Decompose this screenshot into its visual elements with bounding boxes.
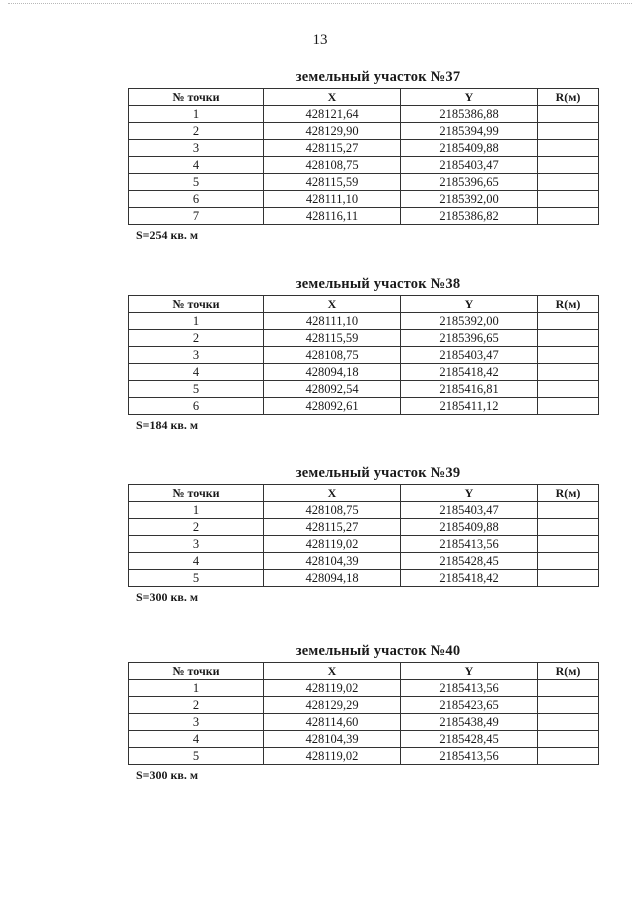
- point-number-cell: 2: [129, 519, 264, 536]
- x-coordinate-cell: 428129,90: [264, 123, 401, 140]
- x-coordinate-cell: 428119,02: [264, 680, 401, 697]
- radius-cell: [538, 313, 599, 330]
- table-row: [129, 208, 599, 225]
- radius-cell: [538, 502, 599, 519]
- table-row: [129, 313, 599, 330]
- x-coordinate-cell: 428119,02: [264, 748, 401, 765]
- column-header: X: [264, 485, 401, 502]
- table-header-row: [129, 485, 599, 502]
- radius-cell: [538, 519, 599, 536]
- table-row: [129, 191, 599, 208]
- x-coordinate-cell: 428104,39: [264, 731, 401, 748]
- parcel-38-section: [128, 273, 598, 433]
- x-coordinate-cell: 428121,64: [264, 106, 401, 123]
- x-coordinate-cell: 428129,29: [264, 697, 401, 714]
- x-coordinate-cell: 428104,39: [264, 553, 401, 570]
- point-number-cell: 1: [129, 502, 264, 519]
- table-row: [129, 748, 599, 765]
- column-header: R(м): [538, 485, 599, 502]
- table-row: [129, 347, 599, 364]
- table-row: [129, 731, 599, 748]
- radius-cell: [538, 123, 599, 140]
- y-coordinate-cell: 2185403,47: [401, 157, 538, 174]
- y-coordinate-cell: 2185413,56: [401, 748, 538, 765]
- table-header-row: [129, 89, 599, 106]
- point-number-cell: 6: [129, 398, 264, 415]
- y-coordinate-cell: 2185392,00: [401, 313, 538, 330]
- point-number-cell: 5: [129, 748, 264, 765]
- y-coordinate-cell: 2185403,47: [401, 347, 538, 364]
- y-coordinate-cell: 2185418,42: [401, 570, 538, 587]
- table-row: [129, 140, 599, 157]
- radius-cell: [538, 208, 599, 225]
- y-coordinate-cell: 2185409,88: [401, 140, 538, 157]
- x-coordinate-cell: 428115,27: [264, 140, 401, 157]
- parcel-title: земельный участок №38: [295, 276, 461, 292]
- column-header: № точки: [129, 89, 264, 106]
- column-header: Y: [401, 663, 538, 680]
- radius-cell: [538, 347, 599, 364]
- parcel-area: S=184 кв. м: [136, 418, 199, 432]
- parcel-area: S=254 кв. м: [136, 228, 199, 242]
- radius-cell: [538, 106, 599, 123]
- table-row: [129, 174, 599, 191]
- x-coordinate-cell: 428092,54: [264, 381, 401, 398]
- parcel-37-section: [128, 66, 598, 243]
- y-coordinate-cell: 2185438,49: [401, 714, 538, 731]
- radius-cell: [538, 536, 599, 553]
- x-coordinate-cell: 428094,18: [264, 570, 401, 587]
- radius-cell: [538, 714, 599, 731]
- column-header: R(м): [538, 296, 599, 313]
- table-row: [129, 519, 599, 536]
- table-row: [129, 106, 599, 123]
- y-coordinate-cell: 2185392,00: [401, 191, 538, 208]
- radius-cell: [538, 680, 599, 697]
- x-coordinate-cell: 428115,59: [264, 330, 401, 347]
- radius-cell: [538, 381, 599, 398]
- y-coordinate-cell: 2185396,65: [401, 330, 538, 347]
- column-header: X: [264, 89, 401, 106]
- radius-cell: [538, 570, 599, 587]
- x-coordinate-cell: 428108,75: [264, 347, 401, 364]
- point-number-cell: 5: [129, 570, 264, 587]
- x-coordinate-cell: 428111,10: [264, 191, 401, 208]
- point-number-cell: 1: [129, 313, 264, 330]
- parcel-title: земельный участок №40: [295, 643, 461, 659]
- y-coordinate-cell: 2185428,45: [401, 553, 538, 570]
- y-coordinate-cell: 2185416,81: [401, 381, 538, 398]
- point-number-cell: 4: [129, 364, 264, 381]
- column-header: № точки: [129, 296, 264, 313]
- point-number-cell: 7: [129, 208, 264, 225]
- coordinates-table: [128, 88, 599, 225]
- radius-cell: [538, 398, 599, 415]
- point-number-cell: 6: [129, 191, 264, 208]
- y-coordinate-cell: 2185409,88: [401, 519, 538, 536]
- y-coordinate-cell: 2185413,56: [401, 536, 538, 553]
- y-coordinate-cell: 2185428,45: [401, 731, 538, 748]
- point-number-cell: 4: [129, 553, 264, 570]
- column-header: № точки: [129, 485, 264, 502]
- table-header-row: [129, 663, 599, 680]
- point-number-cell: 1: [129, 106, 264, 123]
- y-coordinate-cell: 2185418,42: [401, 364, 538, 381]
- point-number-cell: 3: [129, 347, 264, 364]
- point-number-cell: 3: [129, 140, 264, 157]
- table-row: [129, 536, 599, 553]
- page-number: 13: [312, 32, 328, 48]
- y-coordinate-cell: 2185423,65: [401, 697, 538, 714]
- table-row: [129, 330, 599, 347]
- y-coordinate-cell: 2185396,65: [401, 174, 538, 191]
- x-coordinate-cell: 428114,60: [264, 714, 401, 731]
- radius-cell: [538, 553, 599, 570]
- y-coordinate-cell: 2185394,99: [401, 123, 538, 140]
- table-header-row: [129, 296, 599, 313]
- point-number-cell: 2: [129, 330, 264, 347]
- coordinates-table: [128, 662, 599, 765]
- column-header: X: [264, 296, 401, 313]
- point-number-cell: 3: [129, 536, 264, 553]
- point-number-cell: 2: [129, 697, 264, 714]
- table-row: [129, 502, 599, 519]
- scan-top-edge: [8, 3, 632, 4]
- y-coordinate-cell: 2185403,47: [401, 502, 538, 519]
- column-header: X: [264, 663, 401, 680]
- radius-cell: [538, 191, 599, 208]
- y-coordinate-cell: 2185411,12: [401, 398, 538, 415]
- x-coordinate-cell: 428119,02: [264, 536, 401, 553]
- coordinates-table: [128, 295, 599, 415]
- radius-cell: [538, 140, 599, 157]
- radius-cell: [538, 731, 599, 748]
- radius-cell: [538, 697, 599, 714]
- parcel-area: S=300 кв. м: [136, 590, 199, 604]
- table-row: [129, 381, 599, 398]
- parcel-40-section: [128, 640, 598, 783]
- point-number-cell: 4: [129, 157, 264, 174]
- radius-cell: [538, 364, 599, 381]
- x-coordinate-cell: 428115,59: [264, 174, 401, 191]
- x-coordinate-cell: 428092,61: [264, 398, 401, 415]
- parcel-title: земельный участок №37: [295, 69, 461, 85]
- parcel-area: S=300 кв. м: [136, 768, 199, 782]
- y-coordinate-cell: 2185386,88: [401, 106, 538, 123]
- point-number-cell: 4: [129, 731, 264, 748]
- point-number-cell: 5: [129, 174, 264, 191]
- radius-cell: [538, 157, 599, 174]
- table-row: [129, 570, 599, 587]
- radius-cell: [538, 330, 599, 347]
- x-coordinate-cell: 428108,75: [264, 157, 401, 174]
- table-row: [129, 714, 599, 731]
- column-header: Y: [401, 89, 538, 106]
- parcel-39-section: [128, 462, 598, 605]
- column-header: Y: [401, 485, 538, 502]
- column-header: R(м): [538, 663, 599, 680]
- table-row: [129, 157, 599, 174]
- table-row: [129, 398, 599, 415]
- column-header: № точки: [129, 663, 264, 680]
- point-number-cell: 3: [129, 714, 264, 731]
- table-row: [129, 553, 599, 570]
- point-number-cell: 2: [129, 123, 264, 140]
- table-row: [129, 364, 599, 381]
- radius-cell: [538, 174, 599, 191]
- x-coordinate-cell: 428115,27: [264, 519, 401, 536]
- column-header: R(м): [538, 89, 599, 106]
- radius-cell: [538, 748, 599, 765]
- x-coordinate-cell: 428108,75: [264, 502, 401, 519]
- x-coordinate-cell: 428094,18: [264, 364, 401, 381]
- coordinates-table: [128, 484, 599, 587]
- column-header: Y: [401, 296, 538, 313]
- point-number-cell: 1: [129, 680, 264, 697]
- point-number-cell: 5: [129, 381, 264, 398]
- x-coordinate-cell: 428116,11: [264, 208, 401, 225]
- y-coordinate-cell: 2185413,56: [401, 680, 538, 697]
- table-row: [129, 680, 599, 697]
- parcel-title: земельный участок №39: [295, 465, 461, 481]
- table-row: [129, 123, 599, 140]
- y-coordinate-cell: 2185386,82: [401, 208, 538, 225]
- x-coordinate-cell: 428111,10: [264, 313, 401, 330]
- table-row: [129, 697, 599, 714]
